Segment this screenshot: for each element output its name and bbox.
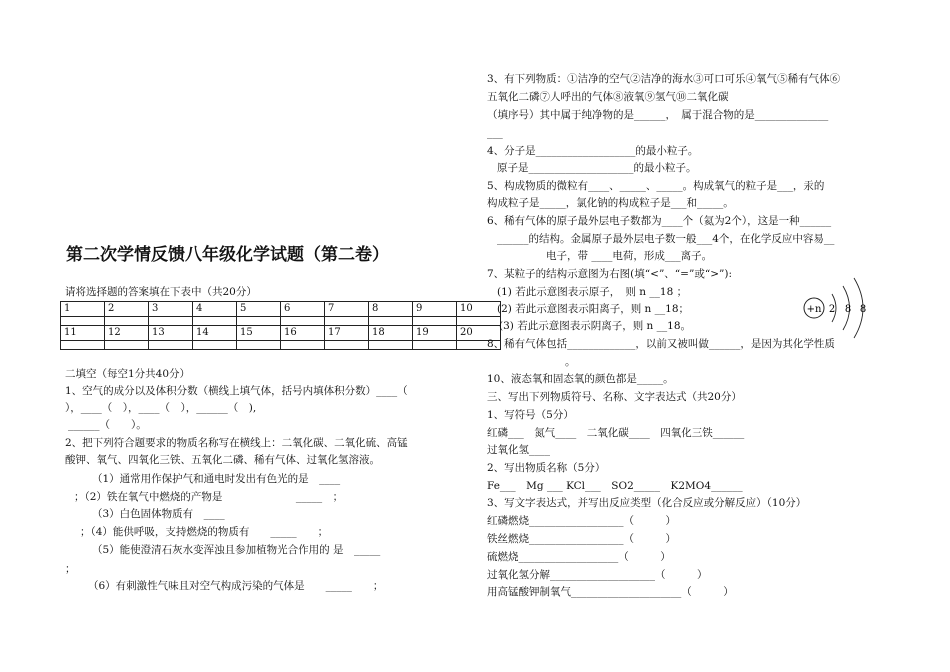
question-line: （6）有刺激性气味且对空气构成污染的气体是 _____ ； [88,580,384,592]
answer-number-cell: 7 [325,302,369,317]
question-line: ___ [487,127,503,139]
question-line: Fe___ Mg ___ KCl___ SO2_____ K2MO4______ [487,480,743,492]
answer-number-cell: 8 [369,302,413,317]
question-line: 5、构成物质的微粒有____、_____、_____。构成氧气的粒子是___，汞的 [487,180,825,192]
answer-number-cell: 3 [149,302,193,317]
answer-number-cell: 11 [61,326,105,341]
question-line: 4、分子是___________________的最小粒子。 [487,145,699,157]
answer-blank-cell[interactable] [325,317,369,326]
question-line: 红磷燃烧__________________（ ） [487,515,676,527]
answer-blank-cell[interactable] [193,341,237,350]
answer-blank-cell[interactable] [149,341,193,350]
question-line: 7、某粒子的结构示意图为右图(填“<”、“=”或“>”): [487,268,733,280]
question-line: 红磷___ 氮气____ 二氧化碳____ 四氧化三铁______ [487,427,745,439]
question-line: ；（4）能供呼吸，支持燃烧的物质有 _____ ； [80,526,329,538]
answer-blank-cell[interactable] [105,317,149,326]
answer-number-cell: 1 [61,302,105,317]
answer-blank-row [61,317,501,326]
question-line: （1）通常用作保护气和通电时发出有色光的是 ____ [92,473,341,485]
question-line: 构成粒子是_____，氯化钠的构成粒子是___和_____。 [487,197,734,209]
question-line: （3）白色固体物质有 ____ [92,508,225,520]
question-line: 酸钾、氧气、四氧化三铁、五氧化二磷、稀有气体、过氧化氢溶液。 [65,454,380,466]
question-line: 原子是____________________的最小粒子。 [497,162,697,174]
answer-number-cell: 16 [281,326,325,341]
question-line: ；（2）铁在氧气中燃烧的产物是 _____ ； [74,491,344,503]
exam-title: 第二次学情反馈八年级化学试题（第二卷） [66,245,389,265]
answer-blank-cell[interactable] [193,317,237,326]
question-line: 过氧化氢____ [487,444,550,456]
question-line: (3) 若此示意图表示阴离子，则 n __18。 [499,320,692,332]
shell-electron-count: 8 [844,304,852,315]
question-line: 过氧化氢分解____________________（ ） [487,569,708,581]
answer-number-cell: 13 [149,326,193,341]
question-line: 6、稀有气体的原子最外层电子数都为____个（氦为2个），这是一种______ [487,215,832,227]
answer-blank-cell[interactable] [61,317,105,326]
shell-electron-count: 8 [859,304,867,315]
answer-number-cell: 2 [105,302,149,317]
answer-number-cell: 4 [193,302,237,317]
question-line: 硫燃烧___________________（ ） [487,551,671,563]
answer-number-cell: 18 [369,326,413,341]
answer-number-cell: 5 [237,302,281,317]
answer-blank-cell[interactable] [237,317,281,326]
shell-electron-count: 2 [828,304,836,315]
answer-table-instruction: 请将选择题的答案填在下表中（共20分） [65,286,257,298]
question-line: 。 [565,356,576,368]
answer-table [60,301,501,350]
answer-number-cell: 20 [457,326,501,341]
question-line: 10、液态氧和固态氧的颜色都是_____。 [487,373,674,385]
question-line: ______的结构。金属原子最外层电子数一般___4个，在化学反应中容易__ [497,233,835,245]
question-line: 五氧化二磷⑦人呼出的气体⑧液氧⑨氢气⑩二氧化碳 [487,91,729,103]
answer-table-header-row-2 [61,326,501,341]
question-line: （填序号）其中属于纯净物的是______， 属于混合物的是______________ [487,109,829,121]
answer-blank-cell[interactable] [369,341,413,350]
question-line: 2、把下列符合题要求的物质名称写在横线上：二氧化碳、二氧化硫、高锰 [65,437,408,449]
question-line: (1) 若此示意图表示原子， 则 n __18 ； [497,286,688,298]
answer-number-cell: 14 [193,326,237,341]
section-three-heading: 三、写出下列物质符号、名称、文字表达式（共20分） [487,391,742,403]
question-line: ），____（ ），____（ ），______（ ), [65,402,257,414]
question-line: ______（ ）。 [68,419,147,431]
atom-structure-diagram [802,272,882,352]
answer-blank-cell[interactable] [281,317,325,326]
answer-blank-cell[interactable] [413,341,457,350]
question-line: （5）能使澄清石灰水变浑浊且参加植物光合作用的 是 _____ [92,544,381,556]
nucleus-label: +n [806,304,822,315]
answer-blank-cell[interactable] [413,317,457,326]
answer-blank-row [61,341,501,350]
question-line: 电子，带 ____电荷，形成___离子。 [546,250,713,262]
question-line: 8、稀有气体包括_____________，以前又被叫做______，是因为其化学性质 [487,338,835,350]
answer-blank-cell[interactable] [149,317,193,326]
answer-blank-cell[interactable] [281,341,325,350]
answer-number-cell: 19 [413,326,457,341]
question-line: 1、空气的成分以及体积分数（横线上填气体，括号内填体积分数）____（ [65,385,408,397]
answer-blank-cell[interactable] [61,341,105,350]
answer-blank-cell[interactable] [237,341,281,350]
question-line: 用高锰酸钾制氧气_____________________（ ） [487,586,734,598]
answer-blank-cell[interactable] [105,341,149,350]
answer-number-cell: 9 [413,302,457,317]
question-line: 铁丝燃烧__________________（ ） [487,533,676,545]
question-line: ； [65,563,76,575]
answer-blank-cell[interactable] [457,317,501,326]
answer-table-header-row-1 [61,302,501,317]
answer-number-cell: 17 [325,326,369,341]
answer-number-cell: 12 [105,326,149,341]
answer-blank-cell[interactable] [369,317,413,326]
question-line: 3、有下列物质：①洁净的空气②洁净的海水③可口可乐④氧气⑤稀有气体⑥ [487,73,841,85]
answer-blank-cell[interactable] [325,341,369,350]
answer-number-cell: 15 [237,326,281,341]
question-line: 3、写文字表达式，并写出反应类型（化合反应或分解反应）（10分） [487,497,807,509]
answer-number-cell: 6 [281,302,325,317]
answer-number-cell: 10 [457,302,501,317]
question-line: 1、写符号（5分） [487,409,574,421]
section-fill-blank-heading: 二填空（每空1分共40分） [65,368,191,380]
question-line: (2) 若此示意图表示阳离子，则 n __18； [497,303,690,315]
question-line: 2、写出物质名称（5分） [487,462,606,474]
